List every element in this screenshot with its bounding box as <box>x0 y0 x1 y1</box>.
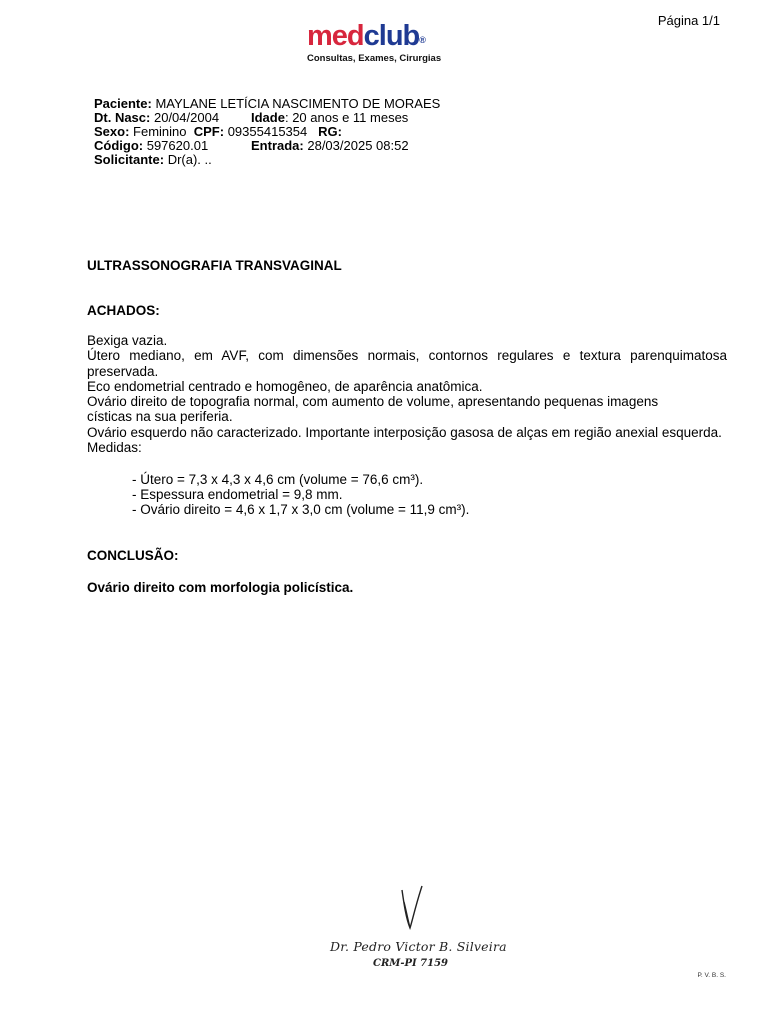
requester-label: Solicitante: <box>94 152 165 167</box>
conclusion-text: Ovário direito com morfologia policística. <box>87 580 354 595</box>
finding-left-ovary: Ovário esquerdo não caracterizado. Importante interposição gasosa de alças em região anexial esquerda. <box>87 424 722 440</box>
logo-med: med <box>307 20 364 52</box>
finding-endometrium: Eco endometrial centrado e homogêneo, de aparência anatômica. <box>87 378 483 394</box>
page-number: Página 1/1 <box>657 13 720 28</box>
cpf-label: CPF: <box>193 124 225 139</box>
patient-name-label: Paciente: <box>94 96 152 111</box>
rg-label: RG: <box>318 124 342 139</box>
entry-row <box>251 139 409 154</box>
sex-value: Feminino <box>133 124 187 139</box>
findings-heading: ACHADOS: <box>87 303 160 318</box>
signature-name: Dr. Pedro Victor B. Silveira <box>330 939 507 954</box>
logo-club: club <box>363 20 420 52</box>
conclusion-heading: CONCLUSÃO: <box>87 548 179 563</box>
measurements-label: Medidas: <box>87 440 142 456</box>
patient-name: MAYLANE LETÍCIA NASCIMENTO DE MORAES <box>155 96 441 111</box>
measurement-uterus: - Útero = 7,3 x 4,3 x 4,6 cm (volume = 76,6 cm³). <box>132 472 424 487</box>
finding-right-ovary: Ovário direito de topografia normal, com aumento de volume, apresentando pequenas imagens císticas na sua periferia. <box>87 394 659 425</box>
requester-row <box>94 153 212 168</box>
sex-label: Sexo: <box>94 124 130 139</box>
measurement-right-ovary: - Ovário direito = 4,6 x 1,7 x 3,0 cm (volume = 11,9 cm³). <box>132 502 470 517</box>
age-label: Idade <box>251 110 285 125</box>
signature-scribble-icon <box>318 882 518 942</box>
dob-value: 20/04/2004 <box>153 110 220 125</box>
finding-uterus: Útero mediano, em AVF, com dimensões normais, contornos regulares e textura parenquimatosa preservada. <box>87 348 727 379</box>
finding-bladder: Bexiga vazia. <box>87 333 168 348</box>
cpf-value: 09355415354 <box>227 124 308 139</box>
code-value: 597620.01 <box>146 138 209 153</box>
doctor-signature <box>318 882 518 977</box>
registered-mark: ® <box>419 35 425 45</box>
requester-value: Dr(a). .. <box>167 152 212 167</box>
medclub-logo <box>307 16 467 68</box>
signature-crm: CRM-PI 7159 <box>373 958 448 969</box>
dob-label: Dt. Nasc: <box>94 110 151 125</box>
logo-tagline: Consultas, Exames, Cirurgias <box>307 53 442 64</box>
code-label: Código: <box>94 138 144 153</box>
findings-list <box>87 333 727 455</box>
age-value: : 20 anos e 11 meses <box>284 110 409 125</box>
exam-title: ULTRASSONOGRAFIA TRANSVAGINAL <box>87 258 342 273</box>
author-initials: P. V. B. S. <box>697 972 726 979</box>
entry-label: Entrada: <box>251 138 304 153</box>
entry-value: 28/03/2025 08:52 <box>307 138 409 153</box>
measurement-endometrium: - Espessura endometrial = 9,8 mm. <box>132 487 343 502</box>
